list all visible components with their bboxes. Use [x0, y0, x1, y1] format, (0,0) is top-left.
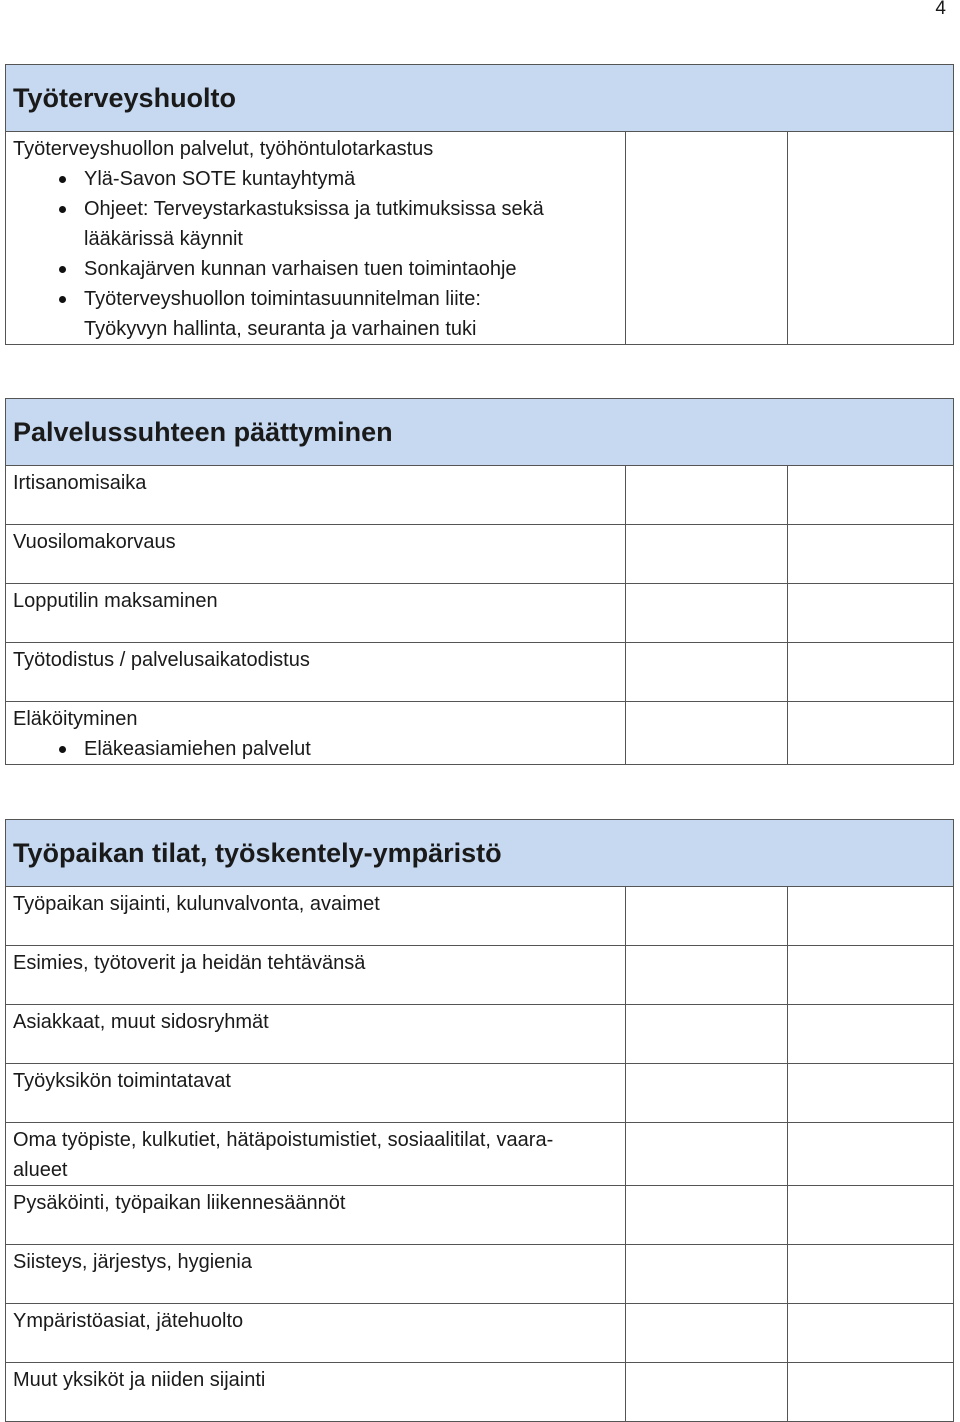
signature-cell[interactable]: [788, 1123, 954, 1186]
row-label: Lopputilin maksaminen: [6, 584, 626, 643]
signature-cell[interactable]: [788, 466, 954, 525]
bullet-text: Ohjeet: Terveystarkastuksissa ja tutkimuksissa sekä lääkärissä käynnit: [84, 198, 544, 250]
row-label: Työtodistus / palvelusaikatodistus: [6, 643, 626, 702]
row-label: Työterveyshuollon palvelut, työhöntulotarkastus: [13, 138, 434, 160]
signature-cell[interactable]: [788, 1363, 954, 1422]
bullet-item: [13, 284, 625, 344]
row-label: Ympäristöasiat, jätehuolto: [6, 1304, 626, 1363]
checklist-row: [6, 132, 954, 345]
row-label-cell: [6, 132, 626, 345]
row-label-cell: [6, 702, 626, 765]
row-label: Työpaikan sijainti, kulunvalvonta, avaimet: [6, 887, 626, 946]
signature-cell[interactable]: [788, 1304, 954, 1363]
bullet-item: [13, 254, 625, 284]
signature-cell[interactable]: [788, 1186, 954, 1245]
row-label: Esimies, työtoverit ja heidän tehtävänsä: [6, 946, 626, 1005]
row-label: Eläköityminen: [13, 708, 138, 730]
bullet-text: Sonkajärven kunnan varhaisen tuen toimintaohje: [84, 258, 517, 280]
row-label: Pysäköinti, työpaikan liikennesäännöt: [6, 1186, 626, 1245]
section-palvelussuhteen-paattyminen: [5, 398, 954, 765]
page-number: 4: [935, 0, 946, 19]
checkbox-cell[interactable]: [626, 702, 788, 765]
checklist-row: [6, 643, 954, 702]
bullet-text: Työterveyshuollon toimintasuunnitelman liite: Työkyvyn hallinta, seuranta ja varhainen tuki: [84, 288, 481, 340]
row-label-text: Oma työpiste, kulkutiet, hätäpoistumistiet, sosiaalitilat, vaara-alueet: [13, 1129, 554, 1181]
row-label: Vuosilomakorvaus: [6, 525, 626, 584]
checkbox-cell[interactable]: [626, 887, 788, 946]
checkbox-cell[interactable]: [626, 1363, 788, 1422]
checklist-row: [6, 466, 954, 525]
checklist-row: [6, 525, 954, 584]
checklist-row: [6, 702, 954, 765]
row-label: Irtisanomisaika: [6, 466, 626, 525]
section-tyopaikan-tilat: [5, 819, 954, 1422]
checkbox-cell[interactable]: [626, 1123, 788, 1186]
row-label: [6, 1123, 626, 1186]
checklist-row: [6, 1245, 954, 1304]
checkbox-cell[interactable]: [626, 643, 788, 702]
signature-cell[interactable]: [788, 132, 954, 345]
row-label: Työyksikön toimintatavat: [6, 1064, 626, 1123]
checkbox-cell[interactable]: [626, 946, 788, 1005]
checkbox-cell[interactable]: [626, 525, 788, 584]
checkbox-cell[interactable]: [626, 132, 788, 345]
checkbox-cell[interactable]: [626, 1186, 788, 1245]
checklist-row: [6, 887, 954, 946]
checkbox-cell[interactable]: [626, 584, 788, 643]
checklist-row: [6, 1123, 954, 1186]
checkbox-cell[interactable]: [626, 1005, 788, 1064]
signature-cell[interactable]: [788, 584, 954, 643]
checklist-row: [6, 584, 954, 643]
bullet-text: Ylä-Savon SOTE kuntayhtymä: [84, 168, 356, 190]
checklist-row: [6, 1186, 954, 1245]
checkbox-cell[interactable]: [626, 1064, 788, 1123]
signature-cell[interactable]: [788, 946, 954, 1005]
signature-cell[interactable]: [788, 702, 954, 765]
section-title: Työpaikan tilat, työskentely-ympäristö: [6, 820, 954, 887]
bullet-text: Eläkeasiamiehen palvelut: [84, 738, 311, 760]
section-title: Työterveyshuolto: [6, 65, 954, 132]
checklist-row: [6, 1363, 954, 1422]
signature-cell[interactable]: [788, 887, 954, 946]
section-tyoterveyshuolto: [5, 64, 954, 345]
signature-cell[interactable]: [788, 643, 954, 702]
bullet-list: [13, 164, 625, 344]
row-label: Siisteys, järjestys, hygienia: [6, 1245, 626, 1304]
section-title: Palvelussuhteen päättyminen: [6, 399, 954, 466]
bullet-item: [13, 164, 625, 194]
checkbox-cell[interactable]: [626, 466, 788, 525]
checklist-row: [6, 1005, 954, 1064]
checkbox-cell[interactable]: [626, 1245, 788, 1304]
row-label: Muut yksiköt ja niiden sijainti: [6, 1363, 626, 1422]
bullet-item: [13, 194, 625, 254]
row-label: Asiakkaat, muut sidosryhmät: [6, 1005, 626, 1064]
signature-cell[interactable]: [788, 1005, 954, 1064]
signature-cell[interactable]: [788, 1064, 954, 1123]
checkbox-cell[interactable]: [626, 1304, 788, 1363]
checklist-row: [6, 1064, 954, 1123]
signature-cell[interactable]: [788, 525, 954, 584]
checklist-row: [6, 1304, 954, 1363]
signature-cell[interactable]: [788, 1245, 954, 1304]
checklist-row: [6, 946, 954, 1005]
bullet-item: [13, 734, 625, 764]
bullet-list: [13, 734, 625, 764]
